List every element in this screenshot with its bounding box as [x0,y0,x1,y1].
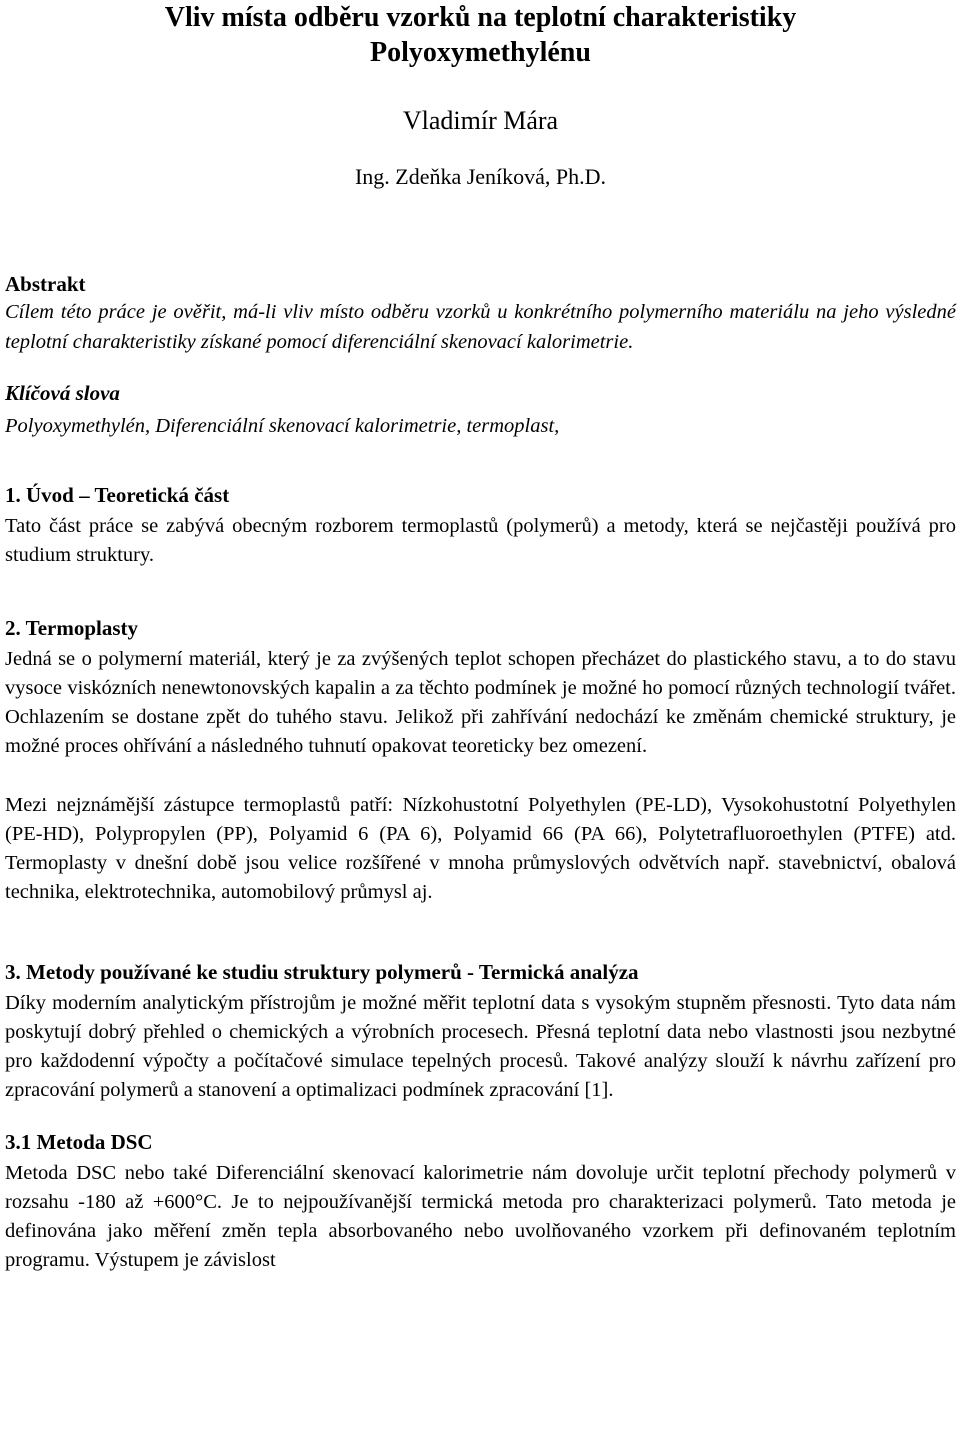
section-3-1-text: Metoda DSC nebo také Diferenciální skenovací kalorimetrie nám dovoluje určit teplotní přechody polymerů v rozsahu -180 až +600°C. Je to nejpoužívanější termická metoda pro charakterizaci polymerů. Tato metoda je definována jako měření změn tepla absorbovaného nebo uvolňovaného vzorkem při definovaném teplotním programu. Výstupem je závislost [5,1162,956,1271]
paper-title [5,0,956,70]
author-name: Vladimír Mára [402,106,559,135]
abstract-heading: Abstrakt [5,272,86,296]
supervisor-name: Ing. Zdeňka Jeníková, Ph.D. [354,164,607,189]
section-2-paragraph-1: Jedná se o polymerní materiál, který je za zvýšených teplot schopen přecházet do plastického stavu, a to do stavu vysoce viskózních nenewtonovských kapalin a za těchto podmínek je možné ho pomocí různých technologií tvářet. Ochlazením se dostane zpět do tuhého stavu. Jelikož při zahřívání nedochází ke změnám chemické struktury, je možné proces ohřívání a následného tuhnutí opakovat teoreticky bez omezení. [5,648,956,757]
document-page [5,0,956,1275]
title-line-1: Vliv místa odběru vzorků na teplotní charakteristiky [164,2,797,33]
keywords-heading: Klíčová slova [5,381,120,405]
section-1-heading: 1. Úvod – Teoretická část [5,483,230,507]
section-2-paragraph-2: Mezi nejznámější zástupce termoplastů patří: Nízkohustotní Polyethylen (PE-LD), Vysokohustotní Polyethylen (PE-HD), Polypropylen (PP), Polyamid 6 (PA 6), Polyamid 66 (PA 66), Polytetrafluoroethylen (PTFE) atd. Termoplasty v dnešní době jsou velice rozšířené v mnoha průmyslových odvětvích např. stavebnictví, obalová technika, elektrotechnika, automobilový průmysl aj. [5,794,956,903]
abstract-text: Cílem této práce je ověřit, má-li vliv místo odběru vzorků u konkrétního polymerního materiálu na jeho výsledné teplotní charakteristiky získané pomocí diferenciální skenovací kalorimetrie. [5,301,956,353]
section-1-text: Tato část práce se zabývá obecným rozborem termoplastů (polymerů) a metody, která se nejčastěji používá pro studium struktury. [5,515,956,566]
section-3-1-heading: 3.1 Metoda DSC [5,1130,153,1154]
title-line-2: Polyoxymethylénu [370,37,591,68]
section-3-heading: 3. Metody používané ke studiu struktury polymerů - Termická analýza [5,960,639,984]
keywords-text: Polyoxymethylén, Diferenciální skenovací kalorimetrie, termoplast, [5,415,560,437]
section-2-heading: 2. Termoplasty [5,616,139,640]
section-3-text: Díky moderním analytickým přístrojům je možné měřit teplotní data s vysokým stupněm přesnosti. Tyto data nám poskytují dobrý přehled o chemických a výrobních procesech. Přesná teplotní data nebo vlastnosti jsou nezbytné pro každodenní výpočty a počítačové simulace tepelných procesů. Takové analýzy slouží k návrhu zařízení pro zpracování polymerů a stanovení a optimalizaci podmínek zpracování [1]. [5,992,956,1101]
